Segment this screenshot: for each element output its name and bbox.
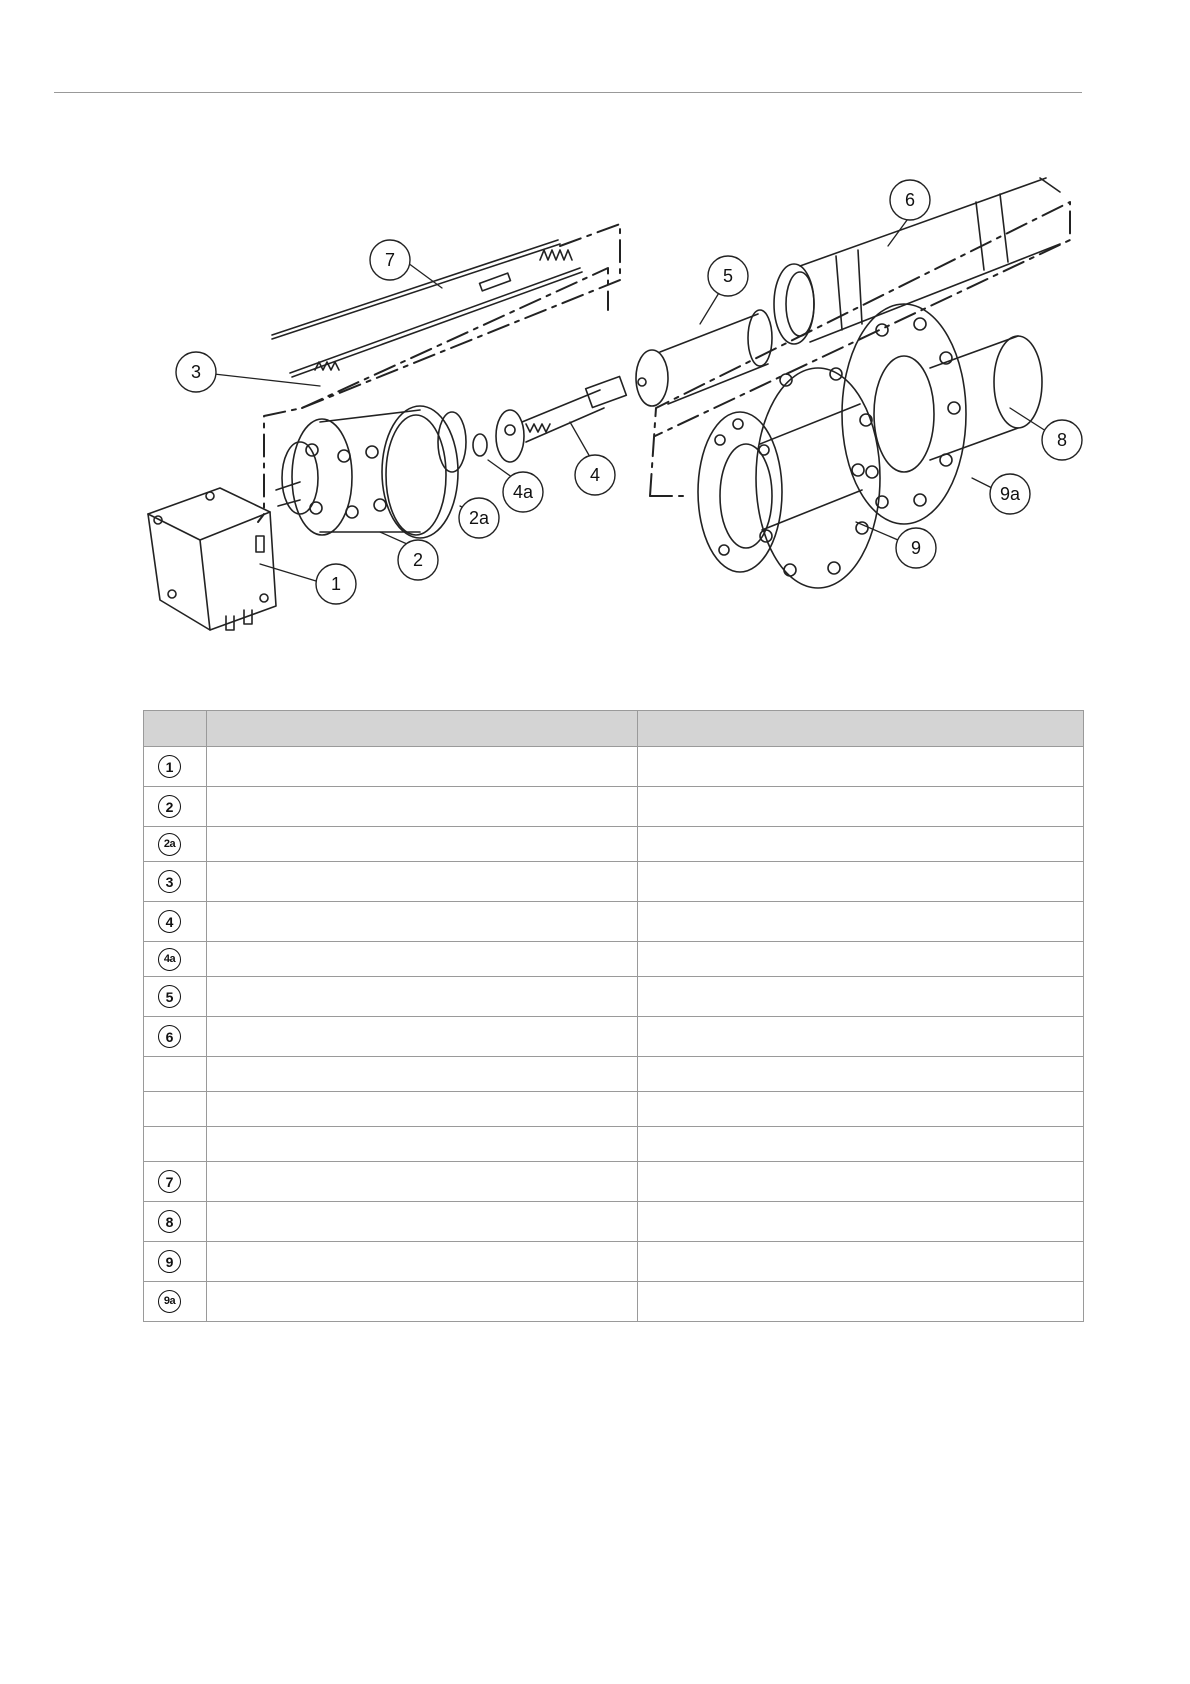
row-cell-a <box>207 1162 638 1202</box>
row-cell-b <box>638 787 1084 827</box>
table-row <box>144 1127 1084 1162</box>
row-number-cell <box>144 1092 207 1127</box>
table-row <box>144 1057 1084 1092</box>
callout-9 <box>896 528 936 568</box>
table-row <box>144 1017 1084 1057</box>
row-cell-a <box>207 977 638 1017</box>
row-cell-a <box>207 1242 638 1282</box>
row-number-cell <box>144 827 207 862</box>
row-number-cell <box>144 942 207 977</box>
svg-text:2a: 2a <box>468 508 490 528</box>
item-number-badge: 5 <box>158 985 181 1008</box>
item-number-badge: 6 <box>158 1025 181 1048</box>
parts-table <box>143 710 1084 1322</box>
item-number-badge: 9 <box>158 1250 181 1273</box>
flange-block <box>276 410 446 535</box>
row-cell-a <box>207 747 638 787</box>
thermocouple-rod <box>272 240 560 339</box>
svg-text:1: 1 <box>330 574 342 594</box>
row-number-cell <box>144 902 207 942</box>
row-cell-b <box>638 747 1084 787</box>
row-cell-a <box>207 1282 638 1322</box>
row-cell-b <box>638 1282 1084 1322</box>
callout-4a <box>503 472 543 512</box>
table-row <box>144 1092 1084 1127</box>
table-row <box>144 977 1084 1017</box>
header-number <box>144 711 207 747</box>
row-number-cell <box>144 1017 207 1057</box>
exploded-view-diagram <box>0 160 1190 660</box>
item-number-badge: 9a <box>158 1290 181 1313</box>
row-number-cell <box>144 787 207 827</box>
callout-bubbles <box>176 180 1082 604</box>
item-number-badge: 7 <box>158 1170 181 1193</box>
row-cell-a <box>207 1017 638 1057</box>
junction-box <box>148 488 276 630</box>
table-row <box>144 787 1084 827</box>
svg-text:8: 8 <box>1056 430 1068 450</box>
o-ring <box>473 434 487 456</box>
row-cell-a <box>207 862 638 902</box>
row-number-cell <box>144 977 207 1017</box>
shaft-assembly <box>496 376 626 462</box>
callout-6 <box>890 180 930 220</box>
header-column-a <box>207 711 638 747</box>
callout-8 <box>1042 420 1082 460</box>
svg-text:2: 2 <box>412 550 424 570</box>
row-cell-b <box>638 827 1084 862</box>
row-cell-b <box>638 862 1084 902</box>
svg-text:7: 7 <box>384 250 396 270</box>
row-cell-a <box>207 787 638 827</box>
item-number-badge: 4 <box>158 910 181 933</box>
table-header-row <box>144 711 1084 747</box>
table-row <box>144 1242 1084 1282</box>
row-number-cell <box>144 1242 207 1282</box>
row-cell-b <box>638 1202 1084 1242</box>
row-cell-a <box>207 1092 638 1127</box>
row-number-cell <box>144 1202 207 1242</box>
row-cell-b <box>638 977 1084 1017</box>
row-number-cell <box>144 1282 207 1322</box>
row-cell-a <box>207 902 638 942</box>
row-cell-b <box>638 942 1084 977</box>
row-number-cell <box>144 747 207 787</box>
callout-2 <box>398 540 438 580</box>
table-row <box>144 942 1084 977</box>
row-number-cell <box>144 862 207 902</box>
row-cell-a <box>207 1127 638 1162</box>
callout-3 <box>176 352 216 392</box>
row-cell-a <box>207 1057 638 1092</box>
row-cell-b <box>638 1127 1084 1162</box>
row-cell-b <box>638 1017 1084 1057</box>
table-row <box>144 902 1084 942</box>
header-column-b <box>638 711 1084 747</box>
table-row <box>144 862 1084 902</box>
header-rule <box>54 92 1082 93</box>
row-number-cell <box>144 1162 207 1202</box>
callout-9a <box>990 474 1030 514</box>
svg-text:9: 9 <box>910 538 922 558</box>
row-cell-b <box>638 1092 1084 1127</box>
row-number-cell <box>144 1127 207 1162</box>
item-number-badge: 8 <box>158 1210 181 1233</box>
item-number-badge: 2 <box>158 795 181 818</box>
row-number-cell <box>144 1057 207 1092</box>
svg-text:3: 3 <box>190 362 202 382</box>
svg-text:4: 4 <box>589 465 601 485</box>
sleeve-tube <box>636 310 772 406</box>
item-number-badge: 3 <box>158 870 181 893</box>
callout-2a <box>459 498 499 538</box>
svg-text:5: 5 <box>722 266 734 286</box>
callout-5 <box>708 256 748 296</box>
table-row <box>144 747 1084 787</box>
item-number-badge: 2a <box>158 833 181 856</box>
svg-text:4a: 4a <box>512 482 534 502</box>
item-number-badge: 1 <box>158 755 181 778</box>
item-number-badge: 4a <box>158 948 181 971</box>
row-cell-b <box>638 1242 1084 1282</box>
callout-1 <box>316 564 356 604</box>
table-row <box>144 1282 1084 1322</box>
row-cell-a <box>207 827 638 862</box>
callout-7 <box>370 240 410 280</box>
svg-text:6: 6 <box>904 190 916 210</box>
row-cell-b <box>638 1162 1084 1202</box>
row-cell-b <box>638 1057 1084 1092</box>
row-cell-a <box>207 1202 638 1242</box>
table-row <box>144 1162 1084 1202</box>
row-cell-a <box>207 942 638 977</box>
table-row <box>144 1202 1084 1242</box>
table-row <box>144 827 1084 862</box>
svg-text:9a: 9a <box>999 484 1021 504</box>
row-cell-b <box>638 902 1084 942</box>
callout-4 <box>575 455 615 495</box>
